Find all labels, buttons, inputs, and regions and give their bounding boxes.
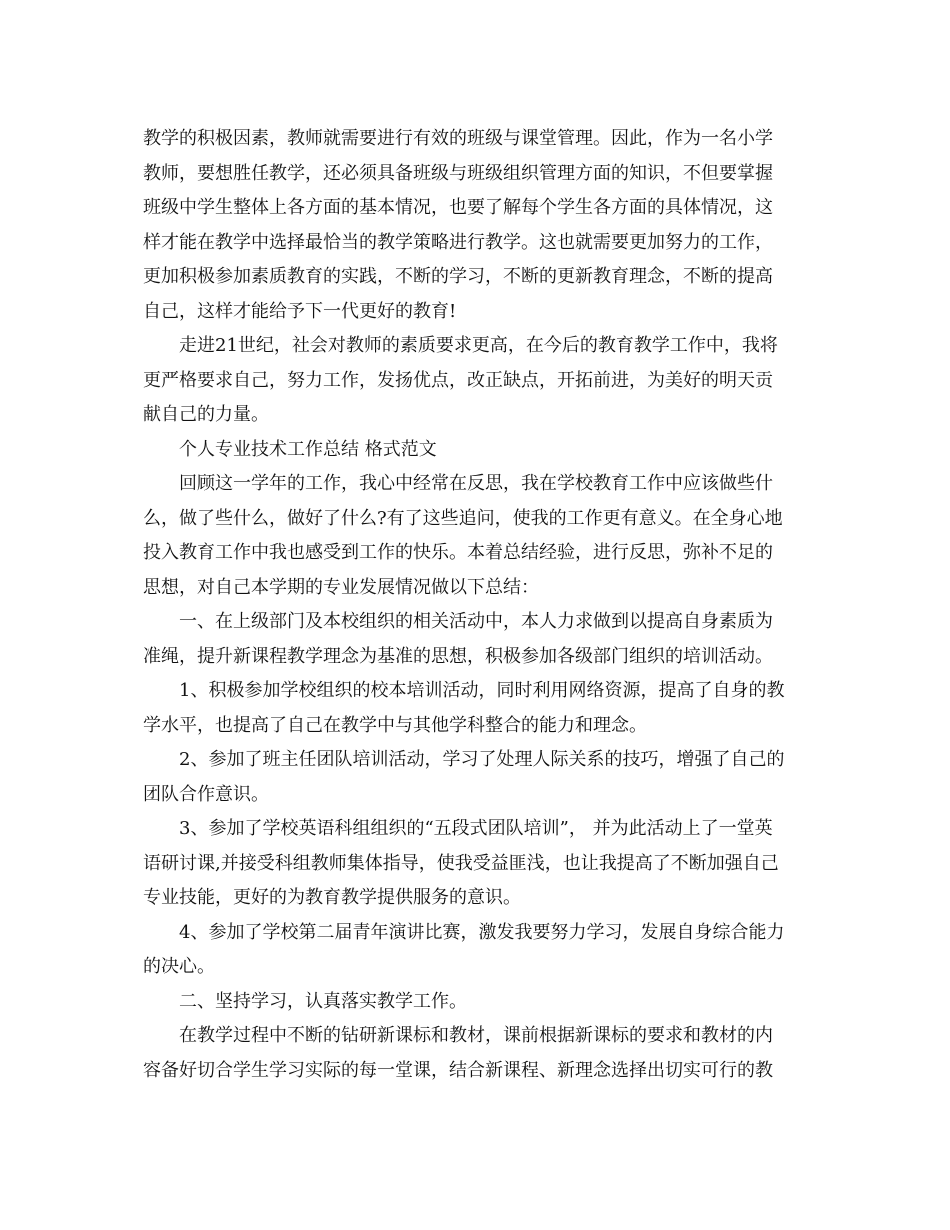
text-line: 语研讨课,并接受科组教师集体指导，使我受益匪浅，也让我提高了不断加强自己 [143,852,779,874]
section-heading: 个人专业技术工作总结 格式范文 [179,438,437,460]
paragraph-start-line: 走进21世纪，社会对教师的素质要求更高，在今后的教育教学工作中，我将 [179,335,778,356]
text-line: 班级中学生整体上各方面的基本情况，也要了解每个学生各方面的具体情况，这 [143,197,773,218]
text-line: 教师，要想胜任教学，还必须具备班级与班级组织管理方面的知识，不但要掌握 [143,162,773,184]
list-item-line: 2、参加了班主任团队培训活动，学习了处理人际关系的技巧，增强了自己的 [179,749,785,770]
text-line: 专业技能，更好的为教育教学提供服务的意识。 [143,887,521,908]
text-line: 献自己的力量。 [143,404,269,425]
paragraph-start-line: 在教学过程中不断的钻研新课标和教材，课前根据新课标的要求和教材的内 [179,1025,773,1046]
text-line: 更加积极参加素质教育的实践，不断的学习，不断的更新教育理念，不断的提高 [143,266,773,287]
paragraph-start-line: 回顾这一学年的工作，我心中经常在反思，我在学校教育工作中应该做些什 [179,473,773,494]
text-line: 更严格要求自己，努力工作，发扬优点，改正缺点，开拓前进，为美好的明天贡 [143,369,773,391]
paragraph-start-line: 一、在上级部门及本校组织的相关活动中，本人力求做到以提高自身素质为 [179,611,773,632]
section-heading: 二、坚持学习，认真落实教学工作。 [179,990,467,1012]
list-item-line: 4、参加了学校第二届青年演讲比赛，激发我要努力学习，发展自身综合能力 [179,921,785,943]
list-item-line: 3、参加了学校英语科组组织的“五段式团队培训”， 并为此活动上了一堂英 [179,818,773,839]
text-line: 投入教育工作中我也感受到工作的快乐。本着总结经验，进行反思，弥补不足的 [143,542,773,563]
text-line: 团队合作意识。 [143,783,269,805]
text-line: 么，做了些什么，做好了什么?有了这些追问，使我的工作更有意义。在全身心地 [143,507,783,529]
list-item-line: 1、积极参加学校组织的校本培训活动，同时利用网络资源，提高了自身的教 [179,680,785,701]
text-line: 学水平，也提高了自己在教学中与其他学科整合的能力和理念。 [143,714,647,736]
text-line: 样才能在教学中选择最恰当的教学策略进行教学。这也就需要更加努力的工作， [143,231,773,253]
text-line: 教学的积极因素，教师就需要进行有效的班级与课堂管理。因此，作为一名小学 [143,128,773,149]
text-line: 的决心。 [143,956,215,977]
text-line: 思想，对自己本学期的专业发展情况做以下总结： [143,576,539,598]
text-line: 准绳，提升新课程教学理念为基准的思想，积极参加各级部门组织的培训活动。 [143,645,773,667]
text-line: 容备好切合学生学习实际的每一堂课，结合新课程、新理念选择出切实可行的教 [143,1059,773,1081]
document-body [143,122,811,1088]
text-line: 自己，这样才能给予下一代更好的教育! [143,300,457,322]
